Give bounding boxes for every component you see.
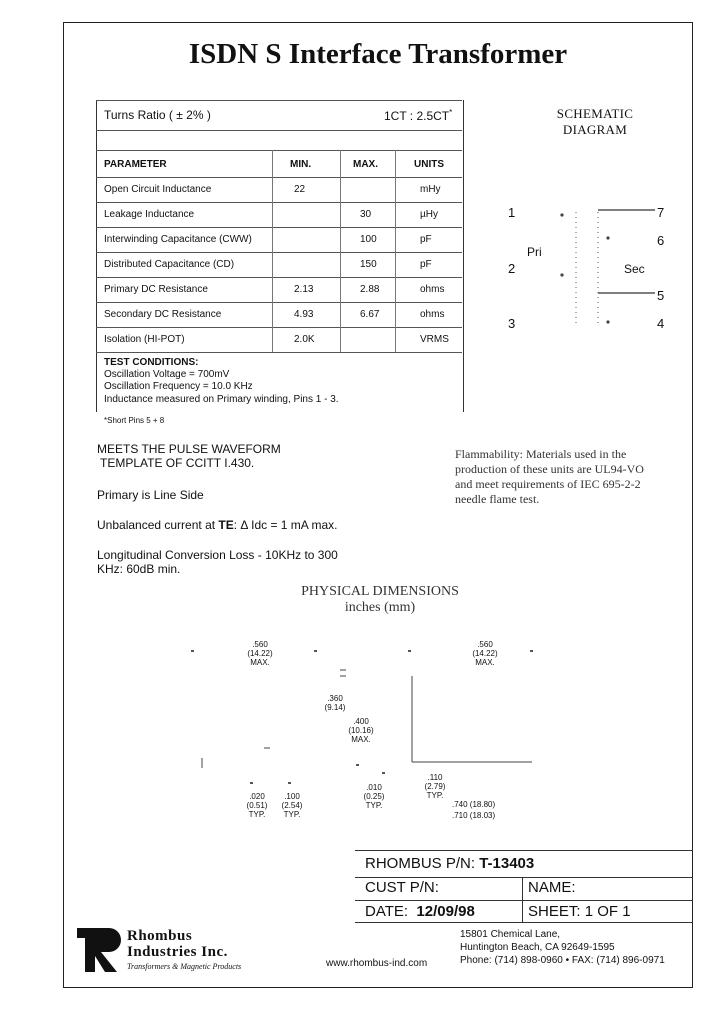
header-max: MAX. (353, 159, 378, 170)
dim-height-360: .360 (9.14) (324, 694, 346, 712)
dim-pin-diameter: .020 (0.51) TYP. (246, 792, 268, 819)
table-cell-units: ohms (420, 284, 445, 295)
table-cell-units: mHy (420, 184, 441, 195)
dim-row-pitch: .110 (2.79) TYP. (424, 773, 446, 800)
company-website: www.rhombus-ind.com (326, 958, 428, 969)
table-cell-units: pF (420, 234, 432, 245)
table-cell-min: 22 (294, 184, 306, 195)
company-address: 15801 Chemical Lane, Huntington Beach, CA 92649-1595 Phone: (714) 898-0960 • FAX: (714) 896-0971 (460, 929, 665, 966)
dim-span-1: .740 (18.80) (452, 800, 496, 809)
date: DATE: 12/09/98 (365, 903, 475, 920)
test-condition-line: Oscillation Voltage = 700mV (104, 369, 230, 380)
longitudinal-note: Longitudinal Conversion Loss - 10KHz to 300 KHz: 60dB min. (97, 548, 338, 576)
header-min: MIN. (290, 159, 312, 170)
pulse-note: MEETS THE PULSE WAVEFORM TEMPLATE OF CCITT I.430. (97, 442, 281, 470)
table-cell-max: 2.88 (360, 284, 380, 295)
pin-3: 3 (508, 316, 516, 331)
name-label: NAME: (528, 879, 576, 896)
table-cell-max: 100 (360, 234, 377, 245)
turns-ratio-value: 1CT : 2.5CT* (384, 108, 453, 123)
dimensions-title: PHYSICAL DIMENSIONS inches (mm) (301, 584, 459, 615)
rhombus-pn: RHOMBUS P/N: T-13403 (365, 855, 535, 872)
table-cell-units: µHy (420, 209, 438, 220)
sheet: SHEET: 1 OF 1 (528, 903, 631, 920)
test-conditions-heading: TEST CONDITIONS: (104, 357, 199, 368)
table-cell-max: 6.67 (360, 309, 380, 320)
pin-4: 4 (657, 316, 665, 331)
page-title: ISDN S Interface Transformer (188, 38, 568, 70)
table-cell-parameter: Secondary DC Resistance (104, 309, 222, 320)
table-cell-max: 30 (360, 209, 372, 220)
pin-5: 5 (657, 288, 665, 303)
test-condition-line: Inductance measured on Primary winding, Pins 1 - 3. (104, 394, 339, 405)
table-cell-parameter: Leakage Inductance (104, 209, 195, 220)
schematic-diagram (500, 200, 690, 335)
dim-width-1: .560 (14.22) MAX. (247, 640, 273, 667)
test-condition-line: Oscillation Frequency = 10.0 KHz (104, 381, 253, 392)
pin-1: 1 (508, 205, 516, 220)
table-cell-parameter: Primary DC Resistance (104, 284, 208, 295)
table-cell-parameter: Distributed Capacitance (CD) (104, 259, 235, 270)
header-parameter: PARAMETER (104, 159, 167, 170)
table-cell-units: VRMS (420, 334, 449, 345)
unbalanced-note: Unbalanced current at TE: Δ Idc = 1 mA max. (97, 518, 338, 532)
flammability-note: Flammability: Materials used in the production of these units are UL94-VO and meet requirements of IEC 695-2-2 needle flame test. (455, 447, 644, 506)
turns-ratio-label: Turns Ratio ( ± 2% ) (104, 108, 211, 122)
dim-span-2: .710 (18.03) (452, 811, 496, 820)
dim-thickness: .010 (0.25) TYP. (363, 783, 385, 810)
company-name: Rhombus Industries Inc. (127, 928, 228, 960)
table-cell-parameter: Isolation (HI-POT) (104, 334, 185, 345)
pin-2: 2 (508, 261, 516, 276)
footnote: *Short Pins 5 + 8 (104, 416, 165, 425)
schematic-title: SCHEMATIC DIAGRAM (556, 106, 634, 137)
sec-label: Sec (624, 262, 645, 276)
rhombus-logo-icon (77, 928, 123, 972)
pri-label: Pri (527, 245, 542, 259)
dim-height-400: .400 (10.16) MAX. (348, 717, 374, 744)
table-cell-min: 4.93 (294, 309, 314, 320)
table-cell-parameter: Interwinding Capacitance (CWW) (104, 234, 252, 245)
table-cell-units: ohms (420, 309, 445, 320)
table-cell-min: 2.0K (294, 334, 315, 345)
dim-width-2: .560 (14.22) MAX. (472, 640, 498, 667)
table-cell-max: 150 (360, 259, 377, 270)
company-tagline: Transformers & Magnetic Products (127, 962, 242, 971)
table-cell-min: 2.13 (294, 284, 314, 295)
header-units: UNITS (414, 159, 444, 170)
table-cell-units: pF (420, 259, 432, 270)
dim-pin-pitch: .100 (2.54) TYP. (281, 792, 303, 819)
primary-note: Primary is Line Side (97, 488, 204, 502)
pin-7: 7 (657, 205, 665, 220)
pin-6: 6 (657, 233, 665, 248)
cust-pn-label: CUST P/N: (365, 879, 439, 896)
table-cell-parameter: Open Circuit Inductance (104, 184, 212, 195)
